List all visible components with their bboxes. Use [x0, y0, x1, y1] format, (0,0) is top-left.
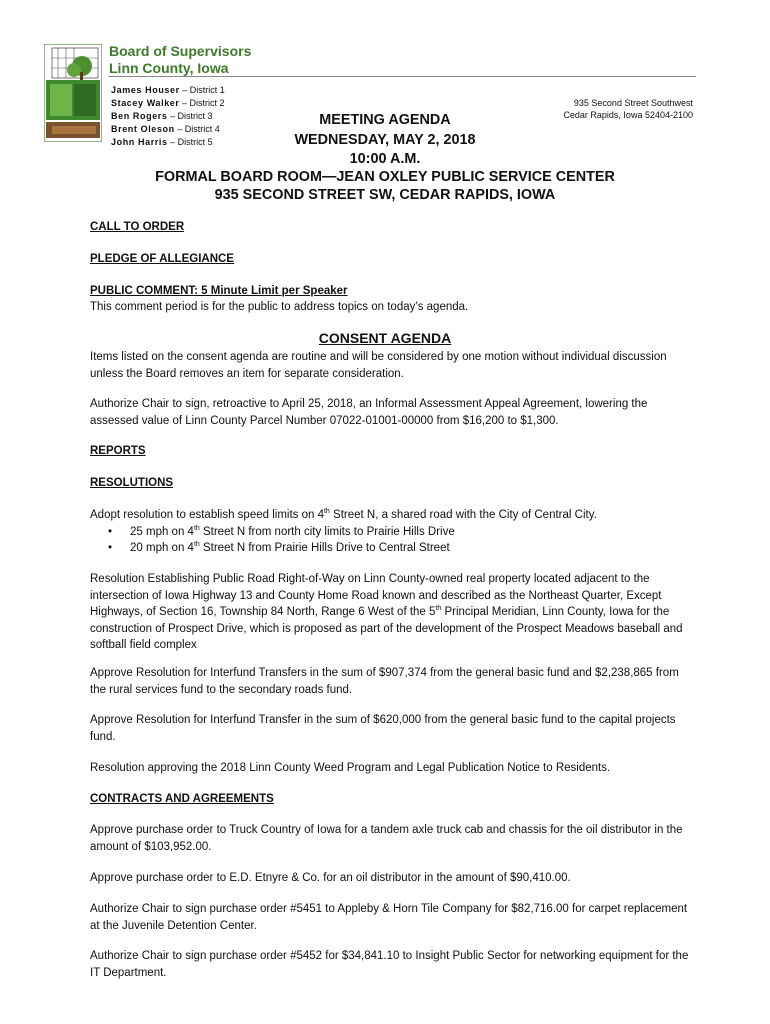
call-to-order-heading: CALL TO ORDER: [90, 221, 185, 233]
resolution-item: Adopt resolution to establish speed limits on 4th Street N, a shared road with the City of Central City. • 25 mph on 4th Street N from north city limits to Prairie Hills Drive • 20 mph on 4th Street N from Prairie Hills Drive to Central Street: [90, 507, 690, 557]
meeting-location: FORMAL BOARD ROOM—JEAN OXLEY PUBLIC SERVICE CENTER: [155, 169, 615, 185]
pledge-heading: PLEDGE OF ALLEGIANCE: [90, 253, 234, 265]
meeting-address: 935 SECOND STREET SW, CEDAR RAPIDS, IOWA: [214, 187, 556, 203]
resolution-item: Approve Resolution for Interfund Transfers in the sum of $907,374 from the general basic fund and $2,238,865 from the rural services fund to the secondary roads fund.: [90, 667, 679, 696]
supervisor-entry: [111, 97, 225, 110]
public-comment-text: This comment period is for the public to address topics on today’s agenda.: [90, 301, 469, 313]
supervisor-name: Stacey Walker: [111, 98, 180, 108]
consent-agenda-text: Items listed on the consent agenda are routine and will be considered by one motion without individual discussion unless the Board removes an item for separate consideration.: [90, 351, 667, 380]
contract-item: Approve purchase order to Truck Country of Iowa for a tandem axle truck cab and chassis for the oil distributor in the amount of $103,952.00.: [90, 824, 683, 853]
supervisor-district: – District 5: [170, 137, 213, 147]
reports-heading: REPORTS: [90, 445, 146, 457]
resolution-item: Resolution approving the 2018 Linn County Weed Program and Legal Publication Notice to Residents.: [90, 762, 611, 774]
contract-item: Authorize Chair to sign purchase order #5452 for $34,841.10 to Insight Public Sector for networking equipment for the IT Department.: [90, 950, 689, 979]
consent-agenda-heading: CONSENT AGENDA: [318, 330, 452, 346]
resolutions-heading: RESOLUTIONS: [90, 477, 174, 489]
supervisor-district: – District 3: [170, 111, 213, 121]
supervisor-name: John Harris: [111, 137, 168, 147]
supervisor-district: – District 2: [182, 98, 225, 108]
supervisor-name: James Houser: [111, 85, 180, 95]
org-name-line1: Board of Supervisors: [109, 43, 252, 59]
list-item: • 25 mph on 4th Street N from north city limits to Prairie Hills Drive: [130, 524, 690, 541]
resolution-item: Approve Resolution for Interfund Transfer in the sum of $620,000 from the general basic fund to the capital projects fund.: [90, 714, 676, 743]
header-divider: [108, 76, 696, 77]
supervisor-name: Brent Oleson: [111, 124, 175, 134]
meeting-date: WEDNESDAY, MAY 2, 2018: [294, 132, 476, 148]
contract-item: Authorize Chair to sign purchase order #5451 to Appleby & Horn Tile Company for $82,716.00 for carpet replacement at the Juvenile Detention Center.: [90, 903, 688, 932]
meeting-time: 10:00 A.M.: [349, 151, 421, 167]
list-item: • 20 mph on 4th Street N from Prairie Hills Drive to Central Street: [130, 540, 690, 557]
org-name-line2: Linn County, Iowa: [109, 60, 229, 76]
supervisor-entry: [111, 84, 225, 97]
public-comment-heading: PUBLIC COMMENT: 5 Minute Limit per Speaker: [90, 285, 348, 297]
consent-item: Authorize Chair to sign, retroactive to April 25, 2018, an Informal Assessment Appeal Agreement, lowering the assessed value of Linn County Parcel Number 07022-01001-00000 from $16,200 to $1,300.: [90, 398, 648, 427]
resolution-item: Resolution Establishing Public Road Right-of-Way on Linn County-owned real property located adjacent to the intersection of Iowa Highway 13 and County Home Road known and described as the Northeast Quarter, Except Highways, of Section 16, Township 84 North, Range 6 West of the 5th Principal Meridian, Linn County, Iowa for the construction of Prospect Drive, which is proposed as part of the development of the Prospect Meadows baseball and softball field complex: [90, 573, 683, 651]
speed-limit-list: [90, 524, 690, 557]
supervisor-district: – District 4: [177, 124, 220, 134]
supervisor-district: – District 1: [182, 85, 225, 95]
contract-item: Approve purchase order to E.D. Etnyre & Co. for an oil distributor in the amount of $90,410.00.: [90, 872, 571, 884]
address-line2: Cedar Rapids, Iowa 52404-2100: [563, 110, 693, 120]
address-line1: 935 Second Street Southwest: [573, 98, 693, 108]
agenda-title: MEETING AGENDA: [319, 112, 451, 128]
supervisor-name: Ben Rogers: [111, 111, 168, 121]
contracts-heading: CONTRACTS AND AGREEMENTS: [90, 793, 274, 805]
